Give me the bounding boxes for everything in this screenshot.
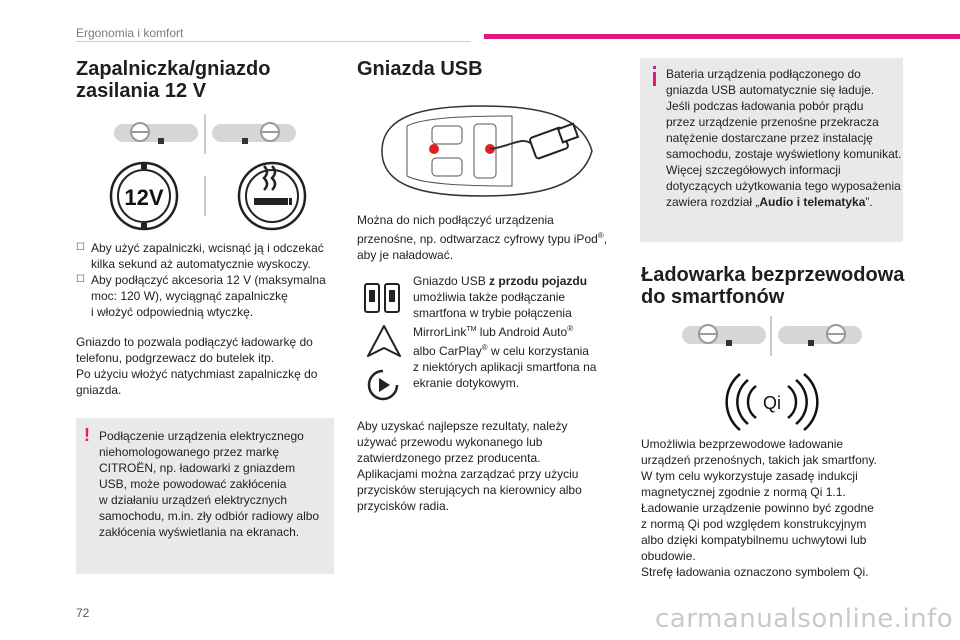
header-accent-bar (484, 34, 960, 39)
usb-intro: Można do nich podłączyć urządzenia przenośne, np. odtwarzacz cyfrowy typu iPod®, aby je naładować. (357, 213, 608, 262)
cigarette-lighter-icon (236, 160, 308, 232)
usb-results-text: Aby uzyskać najlepsze rezultaty, należy używać przewodu wykonanego lub zatwierdzonego przez producenta. Aplikacjami można zarządzać przy użyciu przycisków sterujących na kierownicy albo przycisków radia. (357, 419, 582, 513)
divider-icon (770, 316, 772, 356)
qi-label: Qi (763, 393, 781, 413)
carplay-icon (366, 368, 400, 402)
divider-icon (204, 176, 206, 216)
watermark: carmanualsonline.info (655, 604, 954, 634)
bullet-marker: ☐ (76, 274, 85, 285)
usb-front-text: Gniazdo USB z przodu pojazdu umożliwia także podłączanie smartfona w trybie połączenia MirrorLink™ lub Android Auto® albo CarPlay® w celu korzystania z niektórych aplikacji smartfona na ekranie dotykowym. (413, 274, 597, 390)
bullet-marker: ☐ (76, 242, 85, 253)
wireless-paragraph: Umożliwia bezprzewodowe ładowanie urządzeń przenośnych, takich jak smartfony. W tym celu wykorzystuje zasadę indukcji magnetycznej zgodnie z normą Qi 1.1. Ładowanie urządzenie powinno być zgodne z normą Qi pod względem konstrukcyjnym albo dzięki kompatybilnemu uchwytowi lub obudowie. Strefę ładowania oznaczono symbolem Qi. (641, 437, 877, 579)
lighter-bullet: Aby użyć zapalniczki, wcisnąć ją i odczekać kilka sekund aż automatycznie wyskoczy. (91, 241, 324, 271)
divider-icon (204, 114, 206, 154)
warning-icon: ! (84, 425, 90, 445)
info-text: Bateria urządzenia podłączonego do gniazda USB automatycznie się ładuje. Jeśli podczas ładowania pobór prądu przez urządzenie przenośne przekracza natężenie dostarczane przez instalację samochodu, zostaje wyświetlony komunikat. Więcej szczegółowych informacji dotyczących użytkowania tego wyposażenia zawiera rozdział „Audio i telematyka”. (666, 67, 902, 209)
dashboard-rhd-icon (210, 116, 300, 152)
dashboard-lhd-icon (680, 318, 770, 354)
wireless-charger-title: Ładowarka bezprzewodowa do smartfonów (641, 264, 905, 308)
dashboard-rhd-icon (776, 318, 866, 354)
qi-wireless-icon (722, 372, 822, 432)
lighter-paragraph: Gniazdo to pozwala podłączyć ładowarkę do telefonu, podgrzewacz do butelek itp. Po użyciu włożyć natychmiast zapalniczkę do gniazda. (76, 335, 318, 397)
lighter-title: Zapalniczka/gniazdo zasilania 12 V (76, 58, 271, 102)
usb-title: Gniazda USB (357, 58, 483, 80)
info-icon-bar (653, 72, 656, 86)
power-socket-12v-icon (108, 160, 180, 232)
info-icon (653, 66, 656, 69)
header-divider (76, 41, 471, 42)
android-auto-icon (366, 324, 402, 358)
page-number: 72 (76, 606, 90, 620)
section-header: Ergonomia i komfort (76, 26, 184, 40)
dashboard-lhd-icon (112, 116, 202, 152)
mirrorlink-icon (363, 280, 403, 316)
warning-text: Podłączenie urządzenia elektrycznego niehomologowanego przez markę CITROËN, np. ładowarki z gniazdem USB, może powodować zakłócenia w działaniu urządzeń elektrycznych samochodu, m.in. zły odbiór radiowy albo zakłócenia wyświetlania na ekranach. (99, 429, 320, 539)
car-usb-location-icon (362, 96, 602, 206)
lighter-bullet: Aby podłączyć akcesoria 12 V (maksymalna moc: 120 W), wyciągnąć zapalniczkę i włożyć odpowiednią wtyczkę. (91, 273, 326, 319)
socket-label: 12V (124, 185, 164, 210)
